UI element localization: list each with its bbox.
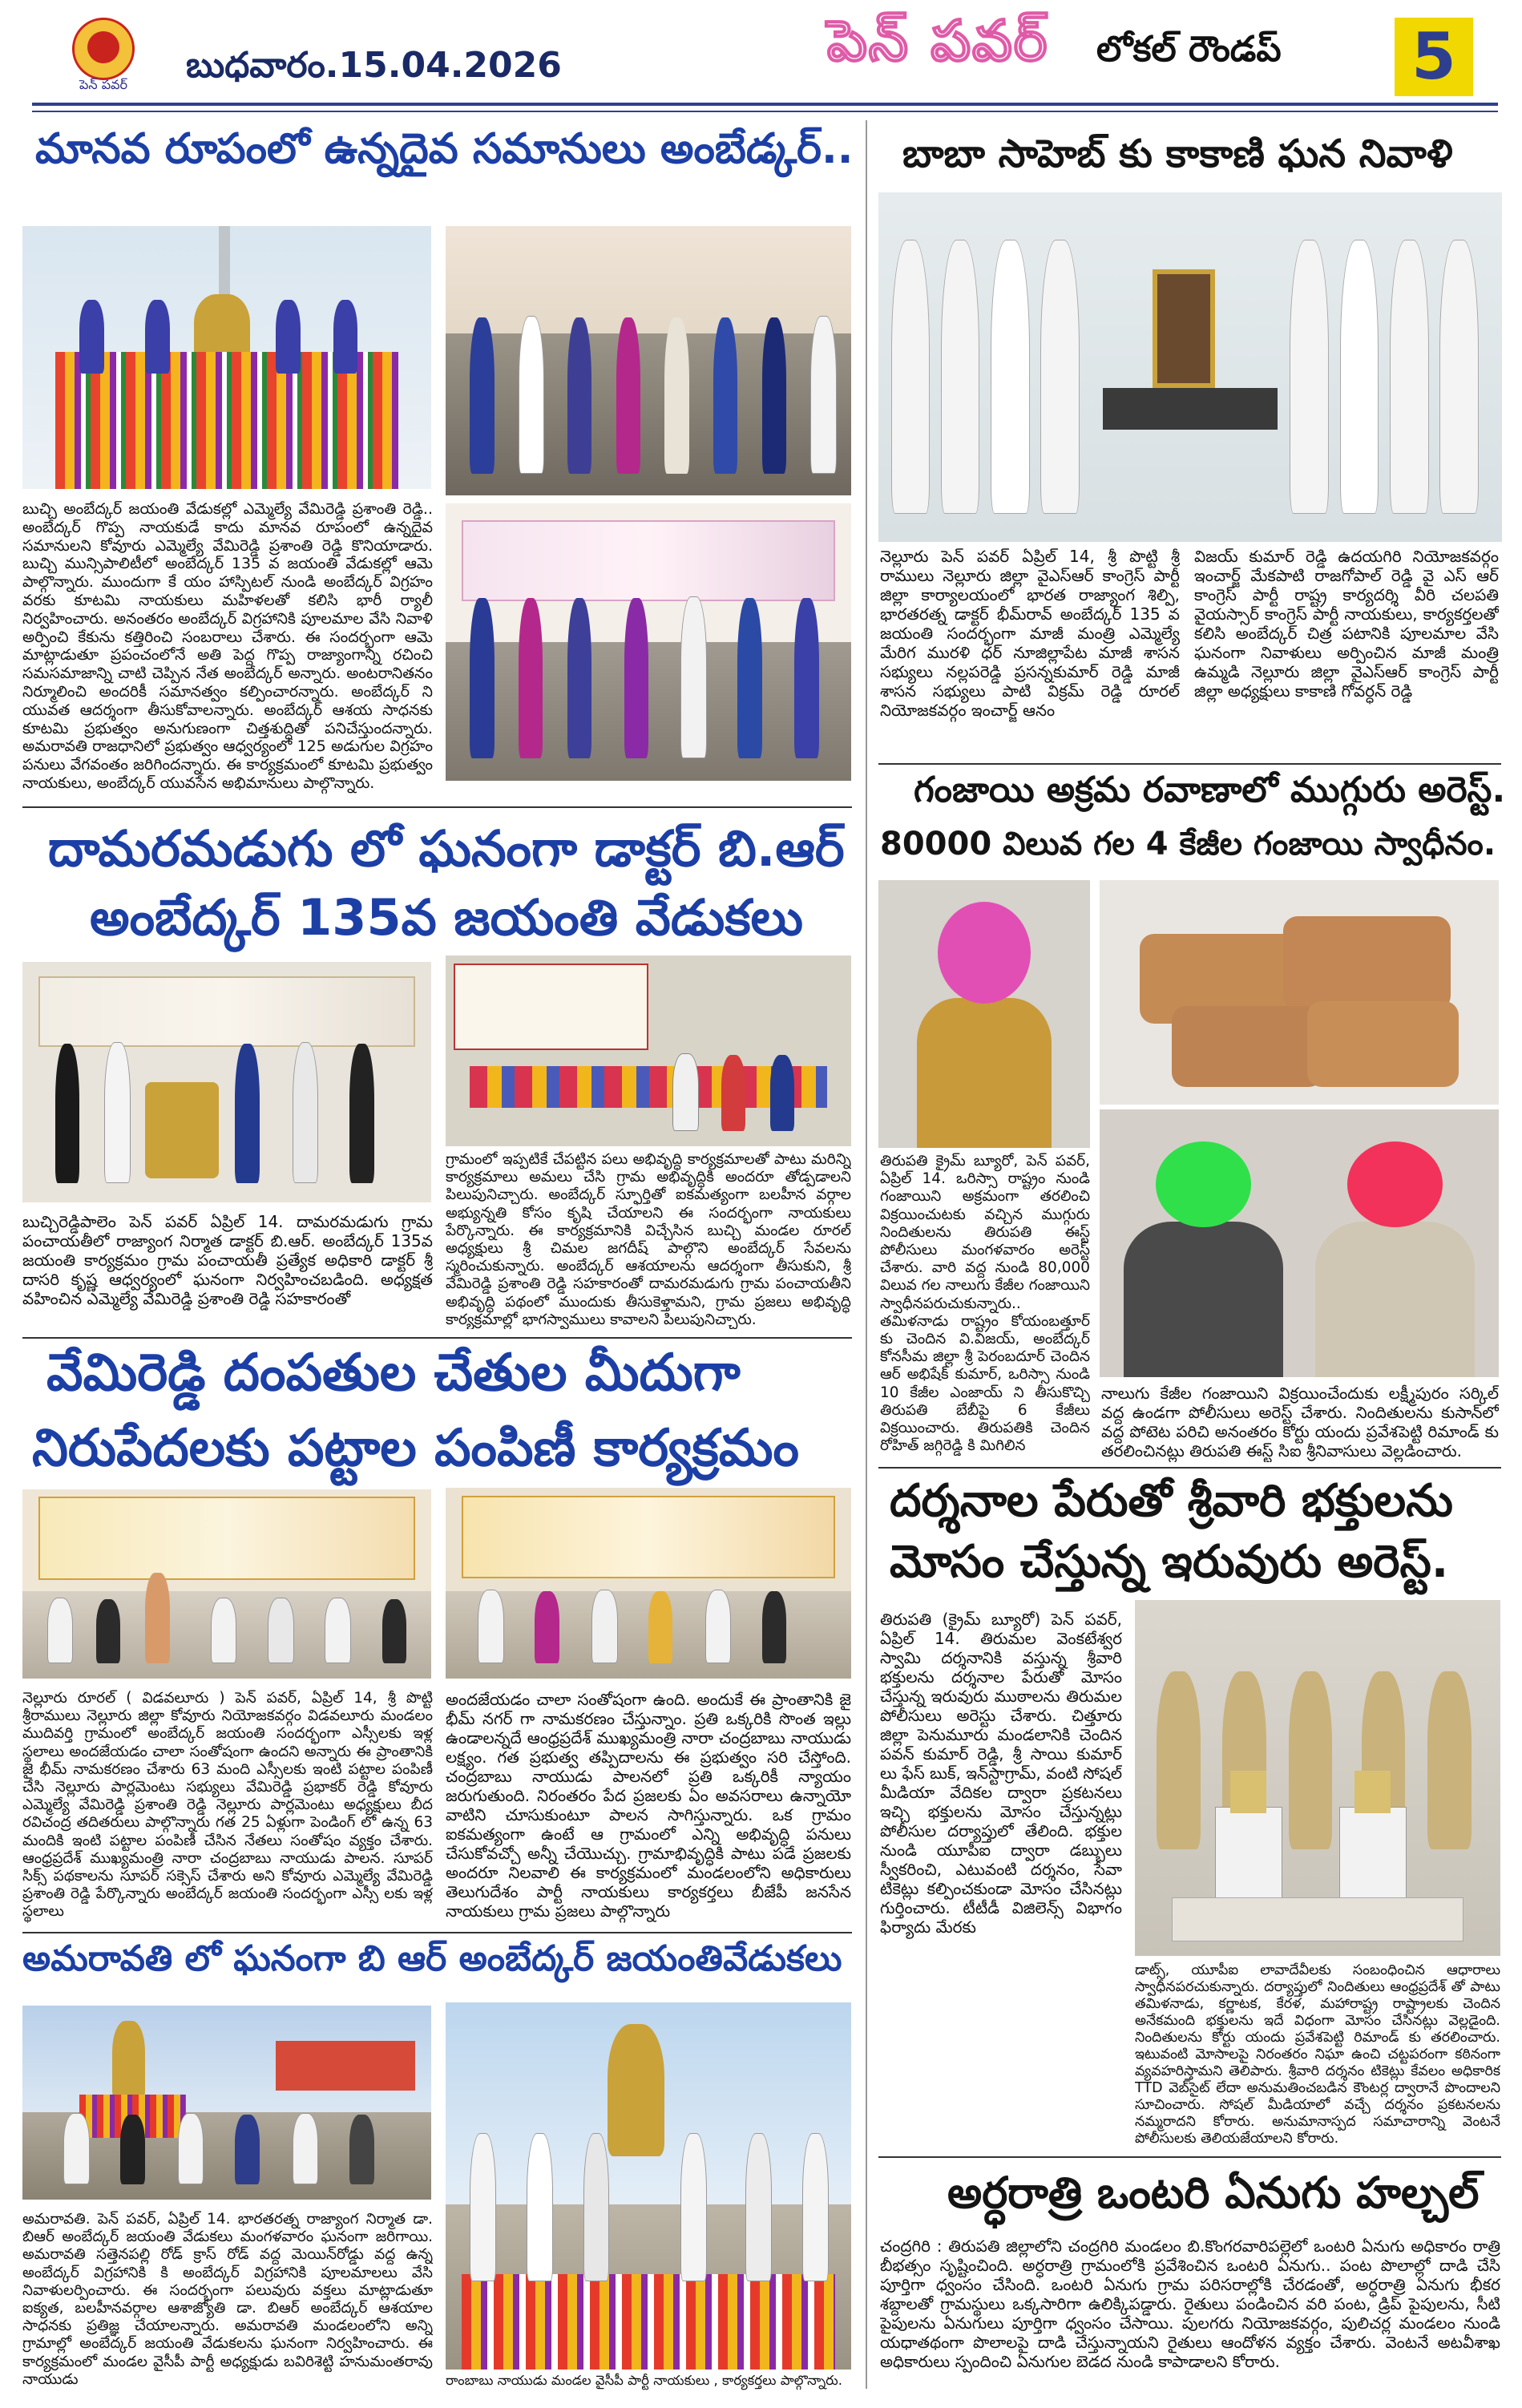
face-blur-green [1156, 1141, 1252, 1227]
article5-photo-group [878, 192, 1502, 542]
face-blur-pink-1 [938, 902, 1031, 1004]
article7-photo-police [1135, 1600, 1500, 1956]
article6-headline-line2: 80000 విలువ గల 4 కేజీల గంజాయి స్వాధీనం. [880, 826, 1496, 863]
face-blur-red [1347, 1141, 1443, 1227]
article5-headline: బాబా సాహెబ్ కు కాకాణి ఘన నివాళి [902, 131, 1453, 176]
article3-body-left: నెల్లూరు రూరల్ ( విడవలూరు ) పెన్ పవర్, ఏప్రిల్ 14, శ్రీ పొట్టి శ్రీరాములు నెల్లూరు జిల్లా కోవూరు నియోజకవర్గం విడవలూరు మండలం ముదివర్తి గ్రామంలో అంబేద్కర్ జయంతి సందర్భంగా ఎస్సీలకు ఇళ్ల స్థలాలు అందజేయడం చాలా సంతోషంగా ఉందని అన్నారు ఈ ప్రాంతానికి జై భీమ్ నామకరణం చేశారు 63 మంది ఎస్సీలకు ఇంటి పట్టాల పంపిణీ చేసి నెల్లూరు పార్లమెంటు సభ్యులు వేమిరెడ్డి ప్రభాకర్ రెడ్డి కోవూరు ఎమ్మెల్యే వేమిరెడ్డి ప్రశాంతి రెడ్డి నెల్లూరు పార్లమెంటు అధ్యక్షులు బీద రవిచంద్ర తదితరులు పాల్గొన్నారు గత 25 ఏళ్లుగా పెండింగ్ లో ఉన్న 63 మందికి ఇంటి పట్టాల పంపిణీ చేసిన నేతలు సంతోషం వ్యక్తం చేశారు. ఆంధ్రప్రదేశ్ ముఖ్యమంత్రి నారా చంద్రబాబు నాయుడు పాలన. సూపర్ సిక్స్ పథకాలను సూపర్ సక్సెస్ చేశారు అని కోవూరు ఎమ్మెల్యే వేమిరెడ్డి ప్రశాంతి రెడ్డి పేర్కొన్నారు అంబేద్కర్ జయంతి సందర్భంగా ఎస్సీ లకు ఇళ్ల స్థలాలు [22, 1690, 433, 1921]
article8-body: చంద్రగిరి : తిరుపతి జిల్లాలోని చంద్రగిరి మండలం బి.కొంగరవారిపల్లెలో ఒంటరి ఏనుగు అధికారం రాత్రి బీభత్సం సృష్టించింది. అర్ధరాత్రి గ్రామంలోకి ప్రవేశించిన ఒంటరి ఏనుగు.. పంట పొలాల్లో దాడి చేసి పూర్తిగా ధ్వంసం చేసింది. ఒంటరి ఏనుగు గ్రామ పరిసరాల్లోకి చేరడంతో, అర్ధరాత్రి ఏనుగు భీకర శబ్దాలతో గ్రామస్థులు ఒక్కసారిగా ఉలిక్కిపడ్డారు. రైతులు పండించిన వరి పంట, డ్రిప్ పైపులను, సీటి పైపులను ఏనుగులు పూర్తిగా ధ్వంసం చేసాయి. పులగరు నియోజకవర్గం, పులిచర్ల మండలం నుండి యధాతథంగా పొలాలపై దాడి చేస్తున్నాయని రైతులు ఆందోళన వ్యక్తం చేశారు. వెంటనే అటవీశాఖ అధికారులు స్పందించి ఏనుగుల బెడద నుండి కాపాడాలని కోరారు. [880, 2236, 1500, 2371]
edition-date: బుధవారం.15.04.2026 [186, 45, 562, 86]
logo-text: పెన్ పవర్ [79, 77, 127, 92]
article1-headline: మానవ రూపంలో ఉన్నదైవ సమానులు అంబేడ్కర్.. [35, 125, 854, 173]
article4-photo-garland [446, 2002, 851, 2370]
article2-headline-line2: అంబేద్కర్ 135వ జయంతి వేడుకలు [90, 888, 804, 947]
article2-photo-tribute [22, 962, 431, 1202]
header-rule-thin [32, 111, 1498, 112]
column-divider [866, 120, 867, 2389]
article6-photo-accused-2-3 [1100, 1109, 1499, 1377]
article6-headline-line1: గంజాయి అక్రమ రవాణాలో ముగ్గురు అరెస్ట్. [914, 770, 1506, 810]
article5-rule [878, 763, 1501, 765]
article7-headline-line1: దర్శనాల పేరుతో శ్రీవారి భక్తులను [890, 1475, 1453, 1527]
header-rule [32, 103, 1498, 106]
article1-photo-rally [446, 226, 851, 495]
article2-photo-gram-sabha [446, 956, 851, 1146]
article6-body-left: తిరుపతి క్రైమ్ బ్యూరో, పెన్ పవర్, ఏప్రిల్ 14. ఒరిస్సా రాష్ట్రం నుండి గంజాయిని అక్రమంగా తరలించి విక్రయించుటకు వచ్చిన ముగ్గురు నిందితులను తిరుపతి ఈస్ట్ పోలీసులు మంగళవారం అరెస్ట్ చేశారు. వారి వద్ద నుండి 80,000 విలువ గల నాలుగు కేజీల గంజాయిని స్వాధీనపరుచుకున్నారు.. తమిళనాడు రాష్ట్రం కోయంబత్తూర్ కు చెందిన వి.విజయ్, అంబేద్కర్ కోనసీమ జిల్లా శ్రీ పెరంబదూర్ చెందిన ఆర్ అభిషేక్ కుమార్, ఒరిస్సా నుండి 10 కేజీల ఎంజాయ్ ని తీసుకొచ్చి తిరుపతి బేబీపై 6 కేజీలు విక్రయించారు. తిరుపతికి చెందిన రోహిత్ జగ్గిరెడ్డి కి మిగిలిన [880, 1153, 1090, 1455]
article4-caption: రాంబాబు నాయుడు మండల వైసీపీ పార్టీ నాయకులు , కార్యకర్తలు పాల్గొన్నారు. [446, 2373, 842, 2388]
article3-photo-stage [22, 1489, 431, 1679]
article3-headline-line2: నిరుపేదలకు పట్టాల పంపిణీ కార్యక్రమం [32, 1419, 799, 1478]
masthead-title: పెన్ పవర్ [827, 8, 1049, 74]
article7-rule [878, 2156, 1501, 2158]
article6-body-right: నాలుగు కేజీల గంజాయిని విక్రయించేందుకు లక్ష్మీపురం సర్కిల్ వద్ద ఉండగా పోలీసులు అరెస్ట్ చేశారు. నిందితులను కుసాన్‌లో వద్ద పోటెట పరిచి అనంతరం కోర్టు యందు ప్రవేశపెట్టి రిమాండ్ కు తరలించినట్లు తిరుపతి ఈస్ట్ సిఐ శ్రీనివాసులు వెల్లడించారు. [1101, 1384, 1499, 1461]
article6-photo-accused-1 [878, 880, 1090, 1148]
masthead-logo [72, 18, 135, 92]
article1-rule [22, 806, 852, 808]
article2-headline-line1: దామరమడుగు లో ఘనంగా డాక్టర్ బి.ఆర్ [48, 819, 845, 878]
article6-rule [878, 1467, 1501, 1469]
article1-body: బుచ్చి అంబేద్కర్ జయంతి వేడుకల్లో ఎమ్మెల్యే వేమిరెడ్డి ప్రశాంతి రెడ్డి.. అంబేద్కర్ గొప్ప నాయకుడే కాదు మానవ రూపంలో ఉన్నదైవ సమానులని కోవూరు ఎమ్మెల్యే వేమిరెడ్డి ప్రశాంతి రెడ్డి కొనియాడారు. బుచ్చి మున్సిపాలిటీలో అంబేద్కర్ 135 వ జయంతి వేడుకల్లో ఆమె పాల్గొన్నారు. ముందుగా కే యం హాస్పిటల్ నుండి అంబేద్కర్ విగ్రహం వరకు కూటమి నాయకులు మహిళలతో కలిసి భారీ ర్యాలీ నిర్వహించారు. అనంతరం అంబేద్కర్ విగ్రహానికి పూలమాల వేసి నివాళి అర్పించి కేకును కత్తిరించి సంబరాలు చేశారు. ఈ సందర్భంగా ఆమె మాట్లాడుతూ ప్రపంచంలోనే అతి పెద్ద గొప్ప రాజ్యాంగాన్ని రచించి సమసమాజాన్ని చాటి చెప్పిన నేత అంబేద్కర్ అన్నారు. అంటరానితనం నిర్మూలించి అందరికీ సమానత్వం కల్పించారన్నారు. అంబేద్కర్ ని యువత ఆదర్శంగా తీసుకోవాలన్నారు. అంబేద్కర్ ఆశయ సాధనకు కూటమి ప్రభుత్వం అనుగుణంగా చిత్తశుద్ధితో పనిచేస్తుందన్నారు. అమరావతి రాజధానిలో ప్రభుత్వం ఆధ్వర్యంలో 125 అడుగుల విగ్రహం పనులు వేగవంతం జరిగిందన్నారు. ఈ కార్యక్రమంలో కూటమి ప్రభుత్వం నాయకులు, అంబేద్కర్ యువసేన అభిమానులు పాల్గొన్నారు. [22, 500, 433, 792]
article3-photo-distribution [446, 1488, 851, 1679]
article3-headline-line1: వేమిరెడ్డి దంపతుల చేతుల మీదుగా [46, 1343, 741, 1403]
section-title: లోకల్ రౌండప్ [1096, 29, 1282, 70]
article3-rule [22, 1932, 852, 1933]
page-number: 5 [1395, 18, 1473, 96]
article7-body-right: డాట్స్, యూపీఐ లావాదేవీలకు సంబంధించిన ఆధారాలు స్వాధీనపరచుకున్నారు. దర్యాప్తులో నిందితులు ఆంధ్రప్రదేశ్ తో పాటు తమిళనాడు, కర్ణాటక, కేరళ, మహారాష్ట్ర రాష్ట్రాలకు చెందిన అనేకమంది భక్తులను ఇదే విధంగా మోసం చేసినట్లు వెల్లడైంది. నిందితులను కోర్టు యందు ప్రవేశపెట్టి రిమాండ్ కు తరలించారు. ఇటువంటి మోసాలపై నిరంతరం నిఘా ఉంచి చట్టపరంగా కఠినంగా వ్యవహరిస్తామని తెలిపారు. శ్రీవారి దర్శనం టికెట్లు కేవలం అధికారిక TTD వెబ్‌సైట్ లేదా అనుమతించబడిన కౌంటర్ల ద్వారానే పొందాలని సూచించారు. సోషల్ మీడియాలో వచ్చే దర్శనం ప్రకటనలను నమ్మరాదని కోరారు. అనుమానాస్పద సమాచారాన్ని వెంటనే పోలీసులకు తెలియజేయాలని కోరారు. [1135, 1962, 1500, 2147]
logo-emblem-icon [87, 31, 119, 63]
article4-photo-statue [22, 2006, 431, 2200]
article7-headline-line2: మోసం చేస్తున్న ఇరువురు అరెస్ట్. [890, 1536, 1449, 1588]
article5-body-right: విజయ్ కుమార్ రెడ్డి ఉదయగిరి నియోజకవర్గం ఇంచార్జ్ మేకపాటి రాజగోపాల్ రెడ్డి వై ఎస్ ఆర్ కాంగ్రెస్ పార్టీ రాష్ట్ర కార్యదర్శి వీరి చలపతి వైయస్సార్ కాంగ్రెస్ పార్టీ నాయకులు, కార్యకర్తలతో కలిసి అంబేద్కర్ చిత్ర పటానికి పూలమాల వేసి ఘనంగా నివాళులు అర్పించిన మాజీ మంత్రి ఉమ్మడి నెల్లూరు జిల్లా వైఎస్ఆర్ కాంగ్రెస్ పార్టీ జిల్లా అధ్యక్షులు కాకాణి గోవర్ధన్ రెడ్డి [1194, 547, 1499, 701]
article5-body-left: నెల్లూరు పెన్ పవర్ ఏప్రిల్ 14, శ్రీ పొట్టి శ్రీ రాములు నెల్లూరు జిల్లా వైఎస్ఆర్ కాంగ్రెస్ పార్టీ జిల్లా కార్యాలయంలో భారత రాజ్యాంగ శిల్పి, భారతరత్న డాక్టర్ భీమ్‌రావ్ అంబేద్కర్ 135 వ జయంతి సందర్భంగా మాజీ మంత్రి ఎమ్మెల్యే మేరిగ మురళి ధర్ నూజిల్లాపేట మాజీ శాసన సభ్యులు నల్లపరెడ్డి ప్రసన్నకుమార్ రెడ్డి మాజీ శాసన సభ్యులు పాటి విక్రమ్ రెడ్డి రూరల్ నియోజకవర్గం ఇంచార్జ్ ఆనం [880, 547, 1180, 720]
article3-body-right: అందజేయడం చాలా సంతోషంగా ఉంది. అందుకే ఈ ప్రాంతానికి జై భీమ్ నగర్ గా నామకరణం చేస్తున్నాం. ప్రతి ఒక్కరికి సొంత ఇల్లు ఉండాలన్నదే ఆంధ్రప్రదేశ్ ముఖ్యమంత్రి నారా చంద్రబాబు నాయుడు లక్ష్యం. గత ప్రభుత్వ తప్పిదాలను ఈ ప్రభుత్వం సరి చేస్తోంది. చంద్రబాబు నాయుడు పాలనలో ప్రతి ఒక్కరికీ న్యాయం జరుగుతుంది. నిరంతరం పేద ప్రజలకు ఏం అవసరాలు ఉన్నాయో వాటిని చూసుకుంటూ పాలన సాగిస్తున్నారు. ఒక గ్రామం ఐకమత్యంగా ఉంటే ఆ గ్రామంలో ఎన్ని అభివృద్ధి పనులు చేసుకోవచ్చో అన్నీ చేయొచ్చు. గ్రామాభివృద్ధికి పాటు పడే ప్రజలకు అందరూ నిలవాలి ఈ కార్యక్రమంలో మండలంలోని అధికారులు తెలుగుదేశం పార్టీ నాయకులు కార్యకర్తలు బీజేపీ జనసేన నాయకులు గ్రామ ప్రజలు పాల్గొన్నారు [446, 1690, 851, 1921]
article2-body-left: బుచ్చిరెడ్డిపాలెం పెన్ పవర్ ఏప్రిల్ 14. దామరమడుగు గ్రామ పంచాయతీలో రాజ్యాంగ నిర్మాత డాక్టర్ బి.ఆర్. అంబేద్కర్ 135వ జయంతి కార్యక్రమం గ్రామ పంచాయతీ ప్రత్యేక అధికారి డాక్టర్ శ్రీ దాసరి కృష్ణ ఆధ్వర్యంలో ఘనంగా నిర్వహించబడింది. అధ్యక్షత వహించిన ఎమ్మెల్యే వేమిరెడ్డి ప్రశాంతి రెడ్డి సహకారంతో [22, 1212, 433, 1308]
article7-body-left: తిరుపతి (క్రైమ్ బ్యూరో) పెన్ పవర్, ఏప్రిల్ 14. తిరుమల వెంకటేశ్వర స్వామి దర్శనానికి వస్తున్న శ్రీవారి భక్తులను దర్శనాల పేరుతో మోసం చేస్తున్న ఇరువురు ముఠాలను తిరుమల పోలీసులు అరెస్టు చేశారు. చిత్తూరు జిల్లా పెనుమూరు మండలానికి చెందిన పవన్ కుమార్ రెడ్డి, శ్రీ సాయి కుమార్ లు ఫేస్ బుక్, ఇన్‌స్టాగ్రామ్, వంటి సోషల్ మీడియా వేదికల ద్వారా ప్రకటనలు ఇచ్చి భక్తులను మోసం చేస్తున్నట్లు పోలీసుల దర్యాప్తులో తేలింది. భక్తుల నుండి యూపీఐ ద్వారా డబ్బులు స్వీకరించి, ఎటువంటి దర్శనం, సేవా టికెట్లు కల్పించకుండా మోసం చేసినట్లు గుర్తించారు. టీటీడీ విజిలెన్స్ విభాగం ఫిర్యాదు మేరకు [880, 1610, 1122, 1937]
article8-headline: అర్ధరాత్రి ఒంటరి ఏనుగు హల్చల్ [947, 2168, 1480, 2218]
article2-rule [22, 1337, 852, 1339]
article2-body-right: గ్రామంలో ఇప్పటికే చేపట్టిన పలు అభివృద్ధి కార్యక్రమాలతో పాటు మరిన్ని కార్యక్రమాలు అమలు చేసి గ్రామ అభివృద్ధికి అందరూ తోడ్పడాలని పిలుపునిచ్చారు. అంబేద్కర్ స్ఫూర్తితో ఐకమత్యంగా బలహీన వర్గాల అభ్యున్నతి కోసం కృషి చేయాలని ఈ సందర్భంగా నాయకులు పేర్కొన్నారు. ఈ కార్యక్రమానికి విచ్చేసిన బుచ్చి మండల రూరల్ అధ్యక్షులు శ్రీ చిమల జగదీష్ పాల్గొని అంబేద్కర్ సేవలను స్మరించుకున్నారు. అంబేద్కర్ ఆశయాలను ఆదర్శంగా తీసుకుని, శ్రీ వేమిరెడ్డి ప్రశాంతి రెడ్డి సహకారంతో దామరమడుగు గ్రామ పంచాయతీని అభివృద్ధి పథంలో ముందుకు తీసుకెళ్తామని, గ్రామ ప్రజలు అభివృద్ధి కార్యక్రమాల్లో భాగస్వాములు కావాలని పిలుపునిచ్చారు. [446, 1151, 851, 1328]
article4-body: అమరావతి. పెన్ పవర్, ఏప్రిల్ 14. భారతరత్న రాజ్యాంగ నిర్మాత డా. బిఆర్ అంబేద్కర్ జయంతి వేడుకలు మంగళవారం ఘనంగా జరిగాయి. అమరావతి సత్తెనపల్లి రోడ్ క్రాస్ రోడ్ వద్ద మెయిన్‌రోడ్డు వద్ద ఉన్న అంబేద్కర్ విగ్రహానికి కి అంబేద్కర్ విగ్రహానికి పూలమాలలు వేసి నివాళులర్పించారు. ఈ సందర్భంగా పలువురు వక్తలు మాట్లాడుతూ ఐక్యత, బలహీనవర్గాల ఆశాజ్యోతి డా. బిఆర్ అంబేద్కర్ ఆశయాల సాధనకు ప్రతిజ్ఞ చేయాలన్నారు. అమరావతి మండలంలోని అన్ని గ్రామాల్లో అంబేద్కర్ జయంతి వేడుకలను ఘనంగా నిర్వహించారు. ఈ కార్యక్రమంలో మండల వైసీపీ పార్టీ అధ్యక్షుడు బవిరిశెట్టి హనుమంతరావు నాయుడు [22, 2211, 433, 2388]
article1-photo-banner [446, 503, 851, 781]
article4-headline: అమరావతి లో ఘనంగా బి ఆర్ అంబేద్కర్ జయంతివేడుకలు [22, 1938, 842, 1979]
article1-photo-statue [22, 226, 431, 489]
article6-photo-seized-packets [1100, 880, 1499, 1105]
